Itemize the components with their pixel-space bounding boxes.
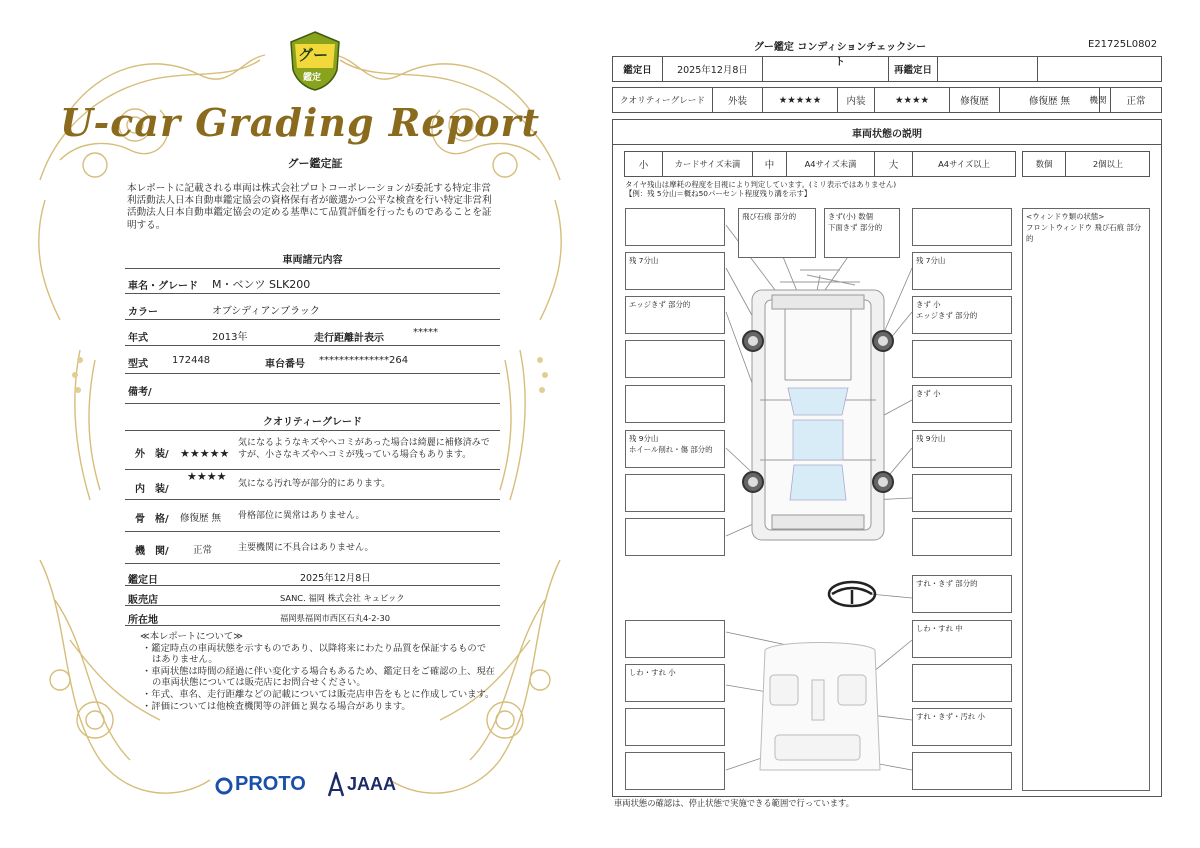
re-appraisal-label: 再鑑定日 [889,57,938,81]
size-medium: 中 [753,152,787,176]
certificate-statement: 本レポートに記載される車両は株式会社プロトコーポレーションが委託する特定非営利活動法人日本自動車鑑定協会の資格保有者が厳選かつ公平な検査を行い特定非営利活動法人日本自動車鑑定協会の定める基準にて品質評価を行ったものであることを証明する。 [127,183,492,231]
note-item: ・車両状態は時間の経過に伴い変化する場合もあるため、鑑定日をご確認の上、現在の車両状態については販売店にお問合せください。 [142,665,495,689]
diagram-box-front-right-tire [912,252,1012,290]
tire-example: 【例：残 5分山＝概ね50パーセント程度残り溝を示す】 [625,189,812,198]
note-item: ・評価については他検査機関等の評価と異なる場合があります。 [142,700,411,712]
ext-stars: ★★★★★ [763,88,838,112]
report-title: U-car Grading Report [59,100,541,145]
int-label: 内装 [838,88,875,112]
box-text: 下面きず 部分的 [828,223,883,232]
badge-text: グー [298,46,329,64]
diagram-box-interior-3 [912,708,1012,746]
box-text: すれ・きず 部分的 [916,579,978,588]
diagram-box-rear-left-tire [625,430,725,468]
repair-value: 修復歴 無 [1000,88,1100,112]
size-large: 大 [875,152,913,176]
quality-row-frame [125,500,500,532]
diagram-box [625,474,725,512]
count-desc: 2個以上 [1092,159,1124,169]
diagram-box-front-glass [738,208,816,258]
diagram-box [625,385,725,423]
quality-section-title: クオリティーグレード [263,417,362,428]
chassis-value: **************264 [319,355,409,366]
engine-label: 機 関/ [135,546,169,557]
date-label: 鑑定日 [613,57,663,81]
diagram-box [625,708,725,746]
mileage-label: 走行距離計表示 [314,333,384,344]
explain-title: 車両状態の説明 [612,119,1162,145]
diagram-box [912,518,1012,556]
window-value: フロントウィンドウ 飛び石痕 部分的 [1026,223,1142,243]
count-label: 数個 [1023,152,1066,176]
note-item: ・年式、車名、走行距離などの記載については販売店申告をもとに作成しています。 [142,688,495,700]
quality-row-engine [125,532,500,564]
diagram-box [625,518,725,556]
box-text: すれ・きず・汚れ 小 [916,712,985,721]
jaaa-logo-icon [327,772,345,798]
proto-logo-text: PROTO [235,773,306,795]
goo-appraisal-badge [287,30,343,92]
engine-value: 正常 [1126,96,1146,107]
box-text: エッジきず 部分的 [916,311,978,320]
year-value: 2013年 [212,332,248,343]
diagram-box-interior-1 [912,620,1012,658]
note-item: ・鑑定時点の車両状態を示すものであり、以降将来にわたり品質を保証するものではありません。 [142,642,486,666]
box-text: 残 9分山 [916,434,946,443]
engine-value: 正常 [193,545,213,556]
exterior-description: 気になるようなキズやヘコミがあった場合は綺麗に補修済みですが、小さなキズやヘコミが残っている場合もあります。 [238,438,490,460]
box-text: しわ・すれ 小 [629,668,676,677]
mileage-value: ***** [413,327,438,338]
exterior-stars: ★★★★★ [180,447,230,460]
box-text: きず 小 [916,389,941,398]
box-text: しわ・すれ 中 [916,624,963,633]
engine-label: 機関 [1086,88,1111,112]
year-label: 年式 [128,333,148,344]
spec-row-model [125,346,500,374]
quality-row-interior [125,470,500,500]
proto-logo-icon [215,776,233,796]
spec-section-title: 車両諸元内容 [282,255,343,266]
date-label: 鑑定日 [128,575,158,586]
diagram-box [625,340,725,378]
diagram-box [625,752,725,790]
diagram-box [912,752,1012,790]
box-text: 飛び石痕 部分的 [742,212,797,221]
bottom-note: 車両状態の確認は、停止状態で実施できる範囲で行っています。 [614,798,854,808]
color-value: オブシディアンブラック [212,306,320,317]
diagram-box-steering [912,575,1012,613]
diagram-box [912,340,1012,378]
spec-row-color [125,294,500,320]
sheet-code: E21725L0802 [1088,39,1158,50]
diagram-box-right-side [912,385,1012,423]
spec-row-year [125,320,500,346]
diagram-box-rear-right-tire [912,430,1012,468]
notes-title: ≪本レポートについて≫ [140,631,243,642]
diagram-box-right-front [912,296,1012,334]
size-large-desc: A4サイズ以上 [938,159,990,169]
dealer-label: 販売店 [128,595,158,606]
diagram-box-front-left-tire [625,252,725,290]
frame-label: 骨 格/ [135,514,169,525]
diagram-box [912,474,1012,512]
model-value: 172448 [172,355,211,366]
divider [125,430,500,431]
box-text: きず 小 [916,300,941,309]
condition-check-sheet [600,0,1200,848]
box-text: きず(小) 数個 [828,212,874,221]
diagram-box [912,208,1012,246]
divider [125,268,500,269]
address-row [125,606,500,626]
partner-logos [215,770,415,802]
window-title: <ウィンドウ類の状態> [1026,212,1105,221]
diagram-box [625,208,725,246]
quality-label: クオリティーグレード [613,88,713,112]
spec-row-remarks [125,374,500,404]
jaaa-logo-text: JAAA [347,774,397,794]
interior-description: 気になる汚れ等が部分的にあります。 [238,479,391,489]
engine-description: 主要機関に不具合はありません。 [238,543,374,553]
name-label: 車名・グレード [128,281,198,292]
dealer-row [125,586,500,606]
sheet-title: グー鑑定 コンディションチェックシート [753,42,927,68]
repair-label: 修復歴 [950,88,1000,112]
diagram-box [912,664,1012,702]
address-value: 福岡県福岡市西区石丸4-2-30 [280,613,391,623]
box-text: 残 7分山 [916,256,946,265]
size-small: 小 [625,152,663,176]
date-value: 2025年12月8日 [300,573,371,584]
model-label: 型式 [128,359,148,370]
chassis-label: 車台番号 [265,359,305,370]
certificate-heading: グー鑑定証 [287,157,343,170]
tire-note: タイヤ残山は摩耗の程度を目視により判定しています。(ミリ表示ではありません) [625,180,897,189]
frame-value: 修復歴 無 [180,513,222,524]
diagram-box-left-front [625,296,725,334]
frame-description: 骨格部位に異常はありません。 [238,511,365,521]
box-text: ホイール削れ・傷 部分的 [629,445,713,454]
report-notes [140,631,495,712]
spec-row-name [125,270,500,294]
interior-stars: ★★★★ [187,470,227,483]
box-text: エッジきず 部分的 [629,300,691,309]
badge-subtext: 鑑定 [303,73,322,83]
quality-row-exterior [125,432,500,470]
window-condition-panel [1022,208,1150,791]
remarks-label: 備考/ [128,387,152,398]
box-text: 残 7分山 [629,256,659,265]
int-stars: ★★★★ [875,88,950,112]
diagram-box [625,620,725,658]
dealer-value: SANC. 福岡 株式会社 キュビック [280,593,405,603]
exterior-label: 外 装/ [135,449,169,460]
address-label: 所在地 [128,615,158,626]
color-label: カラー [128,307,158,318]
diagram-box-front-bumper [824,208,900,258]
diagram-box-interior-2 [625,664,725,702]
steering-wheel-icon [829,582,875,606]
ext-label: 外装 [713,88,763,112]
name-value: M・ベンツ SLK200 [212,278,311,291]
date-value: 2025年12月8日 [663,57,763,81]
box-text: 残 9分山 [629,434,659,443]
interior-label: 内 装/ [135,484,169,495]
size-medium-desc: A4サイズ未満 [787,152,875,176]
appraisal-date-row [125,566,500,586]
size-small-desc: カードサイズ未満 [663,152,753,176]
